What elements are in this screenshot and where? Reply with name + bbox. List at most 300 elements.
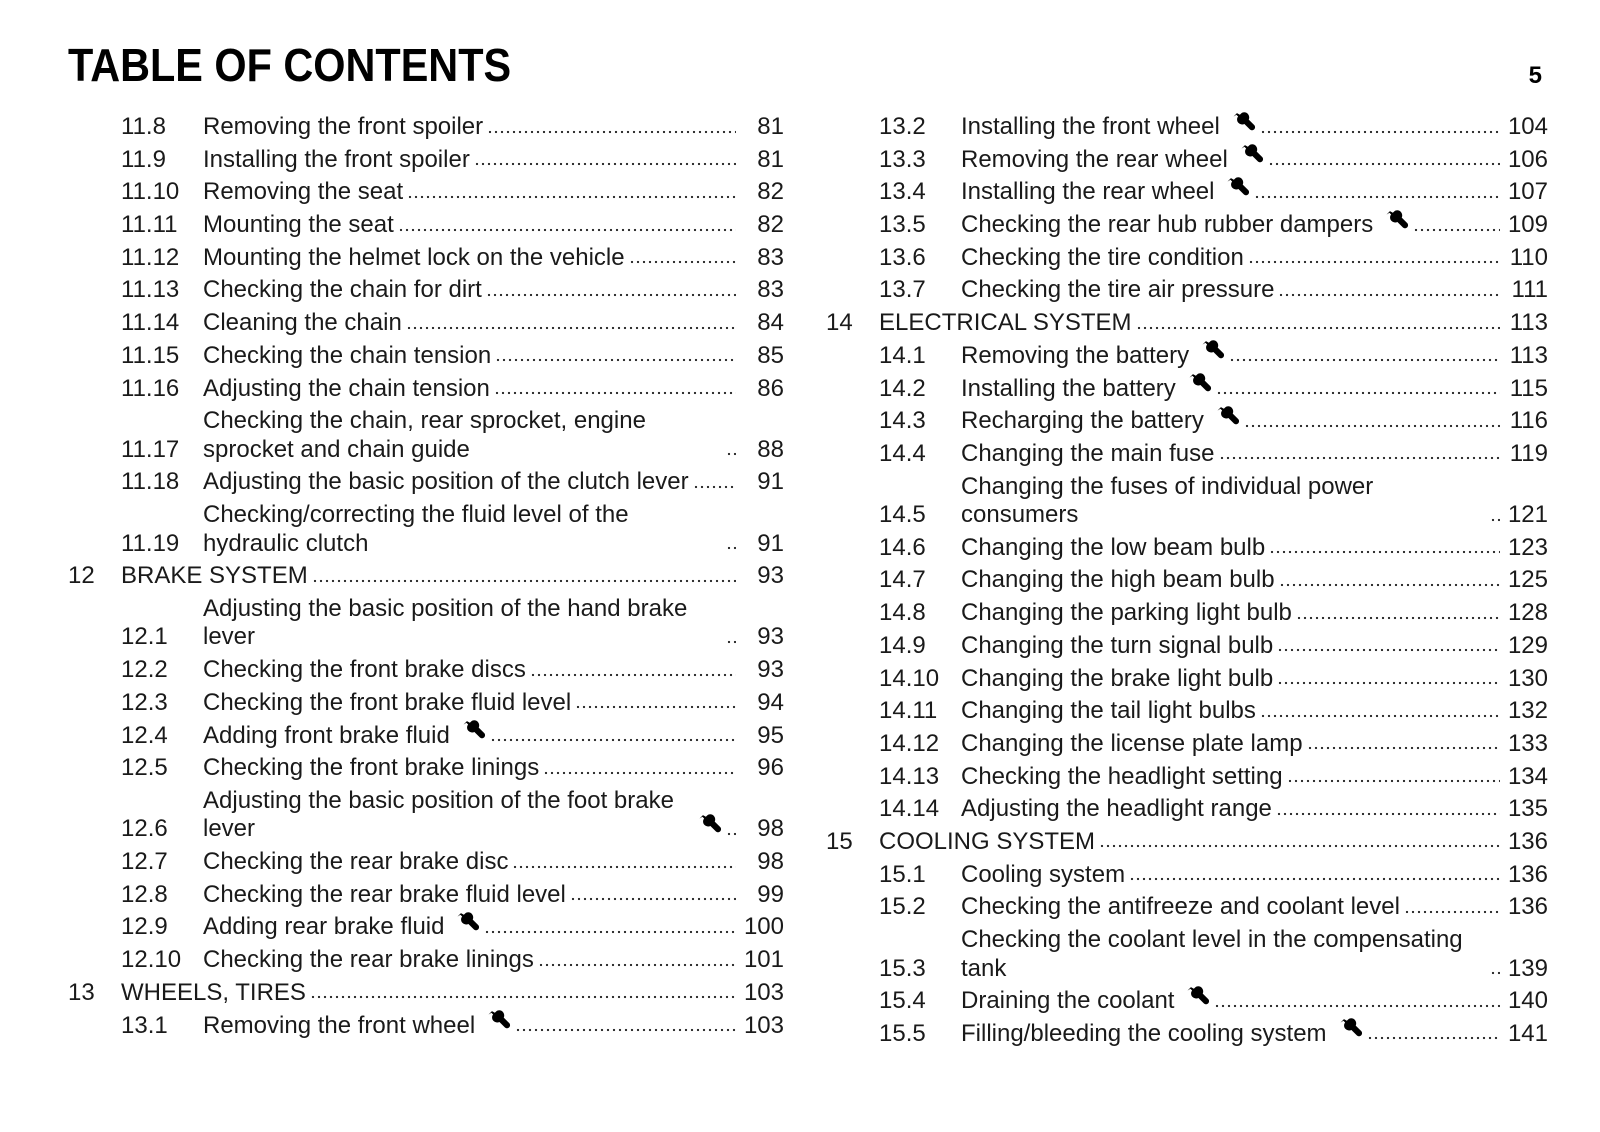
toc-entry-title-wrap (961, 146, 1504, 175)
toc-entry[interactable] (68, 754, 784, 783)
toc-entry[interactable] (68, 375, 784, 404)
toc-entry-number: 12.10 (121, 946, 182, 974)
toc-entry-title: Changing the high beam bulb (961, 566, 1275, 594)
toc-entry-title-wrap (203, 146, 740, 175)
toc-entry-title-wrap (961, 375, 1504, 404)
toc-entry-number: 12.9 (121, 913, 168, 941)
toc-entry-title: Changing the main fuse (961, 439, 1215, 467)
toc-entry-title: Checking the front brake fluid level (203, 688, 572, 716)
toc-entry-number: 11.18 (121, 468, 180, 496)
toc-entry-title-wrap (203, 913, 740, 942)
toc-entry-title-wrap (203, 848, 740, 877)
toc-entry[interactable] (826, 697, 1548, 726)
toc-entry-title: Checking the rear hub rubber dampers (961, 211, 1374, 239)
toc-entry-number: 12 (68, 562, 95, 590)
toc-entry-title-wrap (121, 562, 740, 591)
toc-entry-title-wrap (203, 342, 740, 371)
wrench-icon (1199, 338, 1225, 364)
toc-entry-number: 13.4 (879, 178, 926, 206)
toc-entry-title-wrap (203, 244, 740, 273)
toc-entry-number: 14.14 (879, 795, 940, 823)
toc-entry[interactable] (68, 689, 784, 718)
toc-entry-title: Checking the front brake discs (203, 656, 526, 684)
toc-entry-number: 11.14 (121, 309, 180, 337)
toc-entry-title-wrap (879, 828, 1504, 857)
toc-entry-title-wrap (203, 178, 740, 207)
toc-entry-title: Installing the front spoiler (203, 145, 470, 173)
toc-entry[interactable] (826, 146, 1548, 175)
toc-entry[interactable] (826, 795, 1548, 824)
toc-entry-number: 11.8 (121, 113, 166, 140)
toc-entry-number: 12.5 (121, 754, 168, 782)
toc-entry[interactable] (826, 440, 1548, 469)
toc-entry-number: 14.9 (879, 631, 926, 659)
dot-leader (407, 193, 736, 201)
dot-leader (1296, 614, 1500, 622)
toc-entry[interactable] (826, 632, 1548, 661)
toc-entry-number: 13.6 (879, 243, 926, 271)
dot-leader (1219, 454, 1501, 462)
toc-entry-title: Adding front brake fluid (203, 721, 450, 749)
wrench-icon (1230, 110, 1256, 136)
toc-entry-number: 12.3 (121, 688, 168, 716)
toc-entry-title: Checking the coolant level in the compensating tank (961, 926, 1463, 982)
toc-entry-title: Recharging the battery (961, 407, 1204, 435)
dot-leader (1279, 581, 1500, 589)
toc-entry-number: 11.16 (121, 374, 180, 402)
toc-entry-page: 136 (1507, 827, 1548, 855)
dot-leader (406, 324, 736, 332)
toc-entry-title: COOLING SYSTEM (879, 827, 1096, 855)
dot-leader (495, 356, 736, 364)
toc-entry-title: Changing the license plate lamp (961, 729, 1303, 757)
toc-entry-page: 121 (1507, 501, 1548, 529)
toc-entry-number: 14.10 (879, 664, 940, 692)
toc-entry-title: Draining the coolant (961, 987, 1175, 1015)
toc-entry[interactable] (826, 861, 1548, 890)
toc-entry-page: 113 (1509, 309, 1548, 337)
dot-leader (726, 830, 736, 838)
toc-entry-page: 128 (1507, 599, 1548, 627)
toc-entry-page: 141 (1507, 1019, 1548, 1047)
toc-entry-title-wrap (961, 795, 1504, 824)
toc-entry[interactable] (826, 211, 1548, 240)
toc-entry-page: 135 (1507, 795, 1548, 823)
dot-leader (693, 483, 736, 491)
toc-entry-page: 107 (1507, 178, 1548, 206)
toc-entry-number: 12.2 (121, 656, 168, 684)
toc-entry-title-wrap (961, 730, 1504, 759)
toc-entry-number: 12.6 (121, 815, 168, 843)
toc-entry-title-wrap (961, 1020, 1504, 1049)
dot-leader (515, 1026, 736, 1034)
dot-leader (1278, 291, 1500, 299)
toc-entry[interactable] (68, 946, 784, 975)
toc-entry[interactable] (826, 566, 1548, 595)
toc-entry-number: 14.8 (879, 599, 926, 627)
dot-leader (398, 226, 736, 234)
toc-entry-number: 11.13 (121, 276, 180, 304)
toc-entry-title-wrap (203, 754, 740, 783)
toc-entry-number: 12.1 (121, 623, 168, 651)
toc-entry[interactable] (68, 1012, 784, 1041)
dot-leader (1099, 842, 1500, 850)
toc-entry-number: 12.8 (121, 880, 168, 908)
toc-entry-number: 14.2 (879, 374, 926, 402)
dot-leader (494, 389, 736, 397)
toc-entry[interactable] (68, 211, 784, 240)
toc-entry-number: 14.5 (879, 501, 926, 529)
toc-entry-title-wrap (203, 595, 740, 652)
toc-entry-number: 11.15 (121, 341, 180, 369)
dot-leader (1269, 548, 1500, 556)
toc-entry[interactable] (826, 309, 1548, 338)
toc-entry-page: 91 (757, 468, 784, 496)
toc-entry-number: 12.7 (121, 848, 168, 876)
toc-entry-title: Checking the chain, rear sprocket, engine sprocket and chain guide (203, 407, 646, 463)
toc-entry-page: 84 (757, 309, 784, 337)
toc-entry-number: 11.10 (121, 178, 180, 206)
wrench-icon (1214, 404, 1240, 430)
toc-entry-title: Adjusting the basic position of the clutch lever (203, 468, 689, 496)
toc-entry-number: 14.7 (879, 566, 926, 594)
toc-entry-title: Checking the front brake linings (203, 754, 540, 782)
wrench-icon (1337, 1016, 1363, 1042)
toc-entry-title-wrap (961, 926, 1504, 983)
toc-entry-title-wrap (203, 468, 740, 497)
toc-entry-title-wrap (203, 211, 740, 240)
page-number: 5 (1528, 62, 1542, 89)
toc-entry-page: 91 (757, 529, 784, 557)
toc-entry-number: 13.2 (879, 113, 926, 140)
dot-leader (1136, 324, 1500, 332)
toc-entry-title: Adjusting the basic position of the foot brake lever (203, 786, 674, 843)
toc-entry-title-wrap (961, 534, 1504, 563)
toc-entry-page: 134 (1507, 762, 1548, 790)
toc-entry-title: Removing the seat (203, 178, 404, 206)
wrench-icon (1184, 984, 1210, 1010)
toc-entry[interactable] (68, 244, 784, 273)
toc-entry-number: 15 (826, 827, 853, 855)
wrench-icon (454, 910, 480, 936)
toc-entry-title: Changing the low beam bulb (961, 533, 1266, 561)
dot-leader (575, 703, 736, 711)
toc-entry-title: Checking the rear brake disc (203, 848, 509, 876)
toc-entry-page: 98 (757, 815, 784, 843)
dot-leader (543, 769, 736, 777)
toc-entry-title-wrap (961, 987, 1504, 1016)
dot-leader (1260, 712, 1500, 720)
toc-entry[interactable] (826, 375, 1548, 404)
toc-entry-title-wrap (203, 375, 740, 404)
toc-entry[interactable] (826, 534, 1548, 563)
toc-entry-title: Installing the front wheel (961, 113, 1220, 140)
toc-entry-number: 14.1 (879, 341, 926, 369)
toc-entry-number: 11.9 (121, 145, 166, 173)
toc-left-column (68, 113, 784, 1044)
toc-entry-title-wrap (203, 309, 740, 338)
dot-leader (1248, 258, 1500, 266)
dot-leader (1229, 356, 1500, 364)
dot-leader (726, 544, 736, 552)
toc-entry-page: 100 (743, 913, 784, 941)
toc-entry[interactable] (826, 599, 1548, 628)
toc-entry-title: Checking the rear brake linings (203, 946, 534, 974)
toc-entry-title: Removing the rear wheel (961, 145, 1228, 173)
dot-leader (1254, 193, 1500, 201)
toc-entry-title: Installing the rear wheel (961, 178, 1215, 206)
toc-entry[interactable] (826, 763, 1548, 792)
toc-entry-title-wrap (961, 407, 1504, 436)
toc-entry-title-wrap (203, 501, 740, 558)
toc-entry[interactable] (826, 828, 1548, 857)
toc-entry-title-wrap (961, 440, 1504, 469)
dot-leader (726, 638, 736, 646)
toc-entry[interactable] (68, 722, 784, 751)
dot-leader (570, 895, 736, 903)
toc-entry-number: 14.11 (879, 697, 938, 725)
toc-entry-title: Checking the tire air pressure (961, 276, 1275, 304)
dot-leader (726, 450, 736, 458)
toc-entry-number: 15.4 (879, 987, 926, 1015)
toc-entry-title-wrap (203, 1012, 740, 1041)
dot-leader (484, 928, 736, 936)
dot-leader (1216, 389, 1500, 397)
toc-entry[interactable] (68, 407, 784, 464)
toc-entry-title-wrap (961, 632, 1504, 661)
toc-entry-page: 81 (757, 145, 784, 173)
wrench-icon (485, 1008, 511, 1034)
toc-entry-page: 101 (743, 946, 784, 974)
dot-leader (1277, 679, 1500, 687)
toc-entry-number: 15.2 (879, 893, 926, 921)
wrench-icon (460, 718, 486, 744)
toc-entry-number: 15.3 (879, 954, 926, 982)
toc-entry-title-wrap (961, 473, 1504, 530)
toc-entry-page: 111 (1511, 276, 1548, 304)
toc-entry-page: 93 (757, 623, 784, 651)
toc-entry[interactable] (68, 881, 784, 910)
toc-entry-page: 82 (757, 178, 784, 206)
dot-leader (486, 291, 736, 299)
toc-entry[interactable] (826, 1020, 1548, 1049)
toc-entry-page: 130 (1507, 664, 1548, 692)
toc-entry-title-wrap (961, 276, 1504, 305)
toc-entry-page: 93 (757, 656, 784, 684)
toc-entry-title-wrap (961, 244, 1504, 273)
toc-entry-title: Adjusting the basic position of the hand brake lever (203, 594, 688, 651)
wrench-icon (1186, 371, 1212, 397)
toc-entry-title-wrap (961, 342, 1504, 371)
toc-entry-title-wrap (203, 689, 740, 718)
toc-entry-title: Filling/bleeding the cooling system (961, 1019, 1327, 1047)
toc-entry[interactable] (826, 113, 1548, 142)
toc-entry[interactable] (68, 468, 784, 497)
toc-entry-page: 104 (1507, 113, 1548, 140)
toc-entry-title-wrap (961, 566, 1504, 595)
toc-entry-number: 14.3 (879, 407, 926, 435)
toc-entry[interactable] (68, 113, 784, 142)
toc-entry-title: Checking the rear brake fluid level (203, 880, 566, 908)
toc-right-column (826, 113, 1548, 1053)
toc-entry-title: Mounting the helmet lock on the vehicle (203, 243, 625, 271)
toc-entry[interactable] (826, 342, 1548, 371)
toc-entry[interactable] (68, 276, 784, 305)
dot-leader (1277, 646, 1500, 654)
toc-entry-page: 133 (1507, 729, 1548, 757)
toc-entry-title-wrap (961, 697, 1504, 726)
toc-entry[interactable] (68, 309, 784, 338)
toc-entry-page: 115 (1509, 374, 1548, 402)
toc-entry[interactable] (826, 244, 1548, 273)
toc-entry[interactable] (68, 979, 784, 1008)
toc-entry-page: 83 (757, 243, 784, 271)
toc-entry-title-wrap (203, 946, 740, 975)
toc-entry-page: 96 (757, 754, 784, 782)
toc-entry-number: 11.19 (121, 529, 180, 557)
toc-entry[interactable] (826, 987, 1548, 1016)
dot-leader (1367, 1034, 1500, 1042)
toc-entry[interactable] (826, 407, 1548, 436)
toc-entry-title-wrap (961, 763, 1504, 792)
toc-entry-page: 82 (757, 211, 784, 239)
toc-entry-page: 93 (757, 562, 784, 590)
toc-entry[interactable] (68, 848, 784, 877)
dot-leader (512, 863, 736, 871)
toc-entry[interactable] (68, 787, 784, 844)
toc-entry[interactable] (68, 146, 784, 175)
toc-entry-title-wrap (961, 893, 1504, 922)
toc-entry-title: Changing the brake light bulb (961, 664, 1274, 692)
toc-entry-title-wrap (961, 178, 1504, 207)
dot-leader (1287, 777, 1500, 785)
toc-entry-title-wrap (203, 407, 740, 464)
toc-entry-number: 13.5 (879, 211, 926, 239)
toc-entry-title: WHEELS, TIRES (121, 978, 306, 1006)
toc-entry-title-wrap (961, 211, 1504, 240)
toc-entry-title: Adjusting the headlight range (961, 795, 1272, 823)
wrench-icon (1224, 175, 1250, 201)
toc-entry-number: 11.12 (121, 243, 180, 271)
toc-entry-title: BRAKE SYSTEM (121, 562, 308, 590)
toc-entry-number: 15.1 (879, 860, 926, 888)
dot-leader (1244, 422, 1500, 430)
dot-leader (312, 577, 736, 585)
toc-entry-number: 14.4 (879, 439, 926, 467)
toc-entry[interactable] (68, 913, 784, 942)
toc-entry-page: 98 (757, 848, 784, 876)
dot-leader (310, 993, 736, 1001)
toc-entry-page: 106 (1507, 145, 1548, 173)
toc-entry[interactable] (826, 730, 1548, 759)
toc-entry[interactable] (826, 178, 1548, 207)
toc-entry-title-wrap (961, 665, 1504, 694)
toc-entry-title: Mounting the seat (203, 211, 394, 239)
toc-entry-number: 13.3 (879, 145, 926, 173)
toc-entry-page: 136 (1507, 860, 1548, 888)
toc-entry-page: 109 (1507, 211, 1548, 239)
toc-entry-number: 13 (68, 978, 95, 1006)
toc-entry-page: 113 (1509, 341, 1548, 369)
dot-leader (538, 961, 736, 969)
toc-entry-title: Adding rear brake fluid (203, 913, 445, 941)
toc-entry-title-wrap (961, 861, 1504, 890)
toc-entry-title-wrap (203, 656, 740, 685)
toc-entry-title: Removing the front spoiler (203, 113, 484, 140)
wrench-icon (696, 812, 722, 838)
toc-entry[interactable] (826, 276, 1548, 305)
toc-entry-title: Changing the tail light bulbs (961, 697, 1256, 725)
toc-entry-title: Checking the chain for dirt (203, 276, 482, 304)
toc-entry-number: 14.12 (879, 729, 940, 757)
dot-leader (1276, 810, 1500, 818)
toc-entry-title-wrap (879, 309, 1504, 338)
toc-entry-title-wrap (203, 722, 740, 751)
toc-entry-title-wrap (203, 113, 740, 142)
toc-entry-number: 13.7 (879, 276, 926, 304)
toc-entry[interactable] (68, 501, 784, 558)
wrench-icon (1383, 208, 1409, 234)
toc-entry-page: 103 (743, 978, 784, 1006)
toc-entry[interactable] (826, 473, 1548, 530)
dot-leader (1268, 160, 1500, 168)
toc-entry-number: 14.6 (879, 533, 926, 561)
toc-entry[interactable] (826, 926, 1548, 983)
toc-entry-page: 119 (1509, 439, 1548, 467)
toc-entry-page: 110 (1509, 243, 1548, 271)
toc-entry-page: 139 (1507, 954, 1548, 982)
toc-entry-title: Checking the tire condition (961, 243, 1244, 271)
toc-entry[interactable] (68, 562, 784, 591)
toc-entry-page: 94 (757, 688, 784, 716)
toc-entry-page: 99 (757, 880, 784, 908)
toc-entry[interactable] (68, 342, 784, 371)
toc-entry-number: 13.1 (121, 1011, 168, 1039)
toc-entry-page: 85 (757, 341, 784, 369)
toc-entry[interactable] (68, 178, 784, 207)
toc-entry-number: 15.5 (879, 1019, 926, 1047)
dot-leader (1413, 226, 1500, 234)
toc-entry[interactable] (68, 656, 784, 685)
toc-entry[interactable] (68, 595, 784, 652)
page-title: TABLE OF CONTENTS (68, 39, 512, 91)
dot-leader (474, 160, 736, 168)
toc-entry-page: 140 (1507, 987, 1548, 1015)
toc-entry-page: 86 (757, 374, 784, 402)
dot-leader (1490, 516, 1500, 524)
dot-leader (1214, 1002, 1500, 1010)
toc-entry-page: 88 (757, 435, 784, 463)
toc-entry-page: 123 (1507, 533, 1548, 561)
toc-entry[interactable] (826, 665, 1548, 694)
toc-entry-number: 14 (826, 309, 853, 337)
toc-entry-page: 116 (1509, 407, 1548, 435)
toc-entry-title-wrap (121, 979, 740, 1008)
toc-entry-title-wrap (203, 881, 740, 910)
toc-entry-number: 11.17 (121, 435, 180, 463)
toc-entry-page: 136 (1507, 893, 1548, 921)
toc-entry-title: Installing the battery (961, 374, 1176, 402)
toc-entry-page: 103 (743, 1011, 784, 1039)
toc-entry-title-wrap (961, 113, 1504, 142)
dot-leader (1260, 128, 1500, 136)
toc-entry-title: Cooling system (961, 860, 1126, 888)
toc-entry-title: Adjusting the chain tension (203, 374, 490, 402)
toc-entry-title: Checking the chain tension (203, 341, 492, 369)
wrench-icon (1238, 142, 1264, 168)
toc-entry[interactable] (826, 893, 1548, 922)
toc-entry-title: Cleaning the chain (203, 309, 402, 337)
